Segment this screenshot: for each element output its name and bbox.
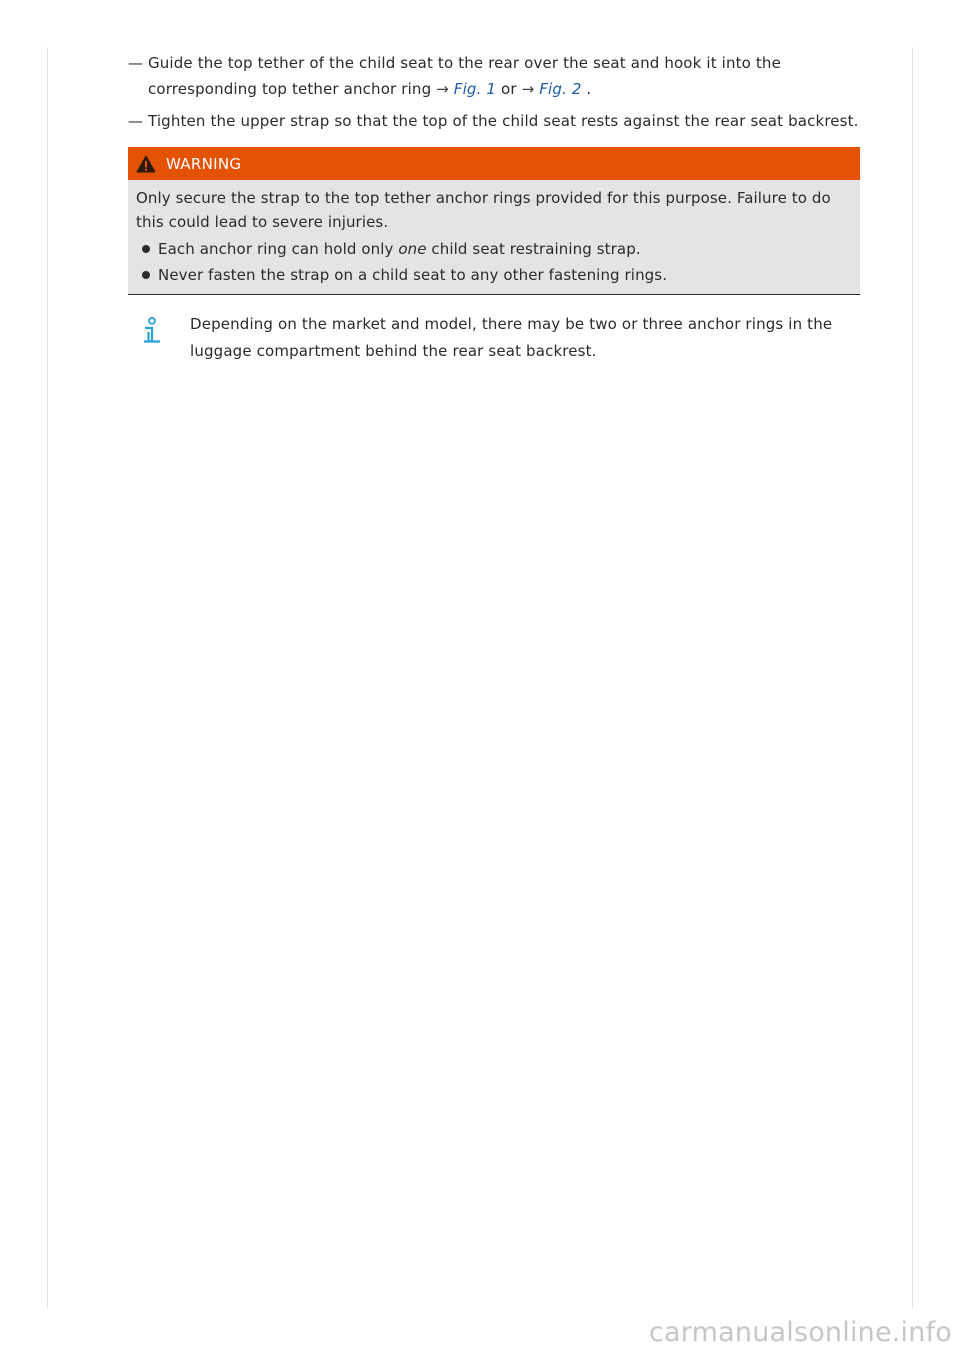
instruction-step-1 [128,50,860,102]
arrow-right-icon: → [521,80,535,98]
warning-triangle-icon [136,155,156,173]
info-note [128,311,860,365]
warning-bullet-1-post: child seat restraining strap. [426,240,641,258]
step-1-line-1: Guide the top tether of the child seat to the rear over the seat and hook it into the [148,54,781,72]
warning-bullet-list [136,236,852,288]
figure-2-label: Fig. 2 [539,80,582,98]
warning-header [128,147,860,180]
instruction-step-2 [128,108,860,134]
page-content [128,50,860,365]
step-dash: — [128,112,144,130]
step-1-line-2-text: corresponding top tether anchor ring [148,80,437,98]
right-margin-rule [912,47,913,1309]
warning-bullet: Never fasten the strap on a child seat to any other fastening rings. [136,262,852,288]
step-dash: — [128,54,144,72]
left-margin-rule [47,47,48,1309]
figure-2-link[interactable] [522,80,582,98]
watermark: carmanualsonline.info [649,1317,952,1348]
warning-bullet-1-emphasis: one [398,240,427,258]
info-icon [142,317,162,345]
warning-body [128,180,860,294]
step-1-line-2 [148,76,860,102]
warning-bullet [136,236,852,262]
step-2-text: Tighten the upper strap so that the top of the child seat rests against the rear seat backrest. [148,112,859,130]
info-note-text: Depending on the market and model, there may be two or three anchor rings in the luggage compartment behind the rear seat backrest. [190,315,833,360]
step-text [148,50,860,102]
warning-title: WARNING [166,154,242,173]
warning-bullet-1-pre: Each anchor ring can hold only [158,240,399,258]
connector-text: or [496,80,522,98]
warning-intro: Only secure the strap to the top tether anchor rings provided for this purpose. Failure to do this could lead to severe injuries. [136,189,831,231]
figure-1-label: Fig. 1 [453,80,497,98]
step-1-end-text: . [581,80,592,98]
figure-1-link[interactable] [436,80,496,98]
warning-box [128,147,860,295]
arrow-right-icon: → [436,80,449,98]
